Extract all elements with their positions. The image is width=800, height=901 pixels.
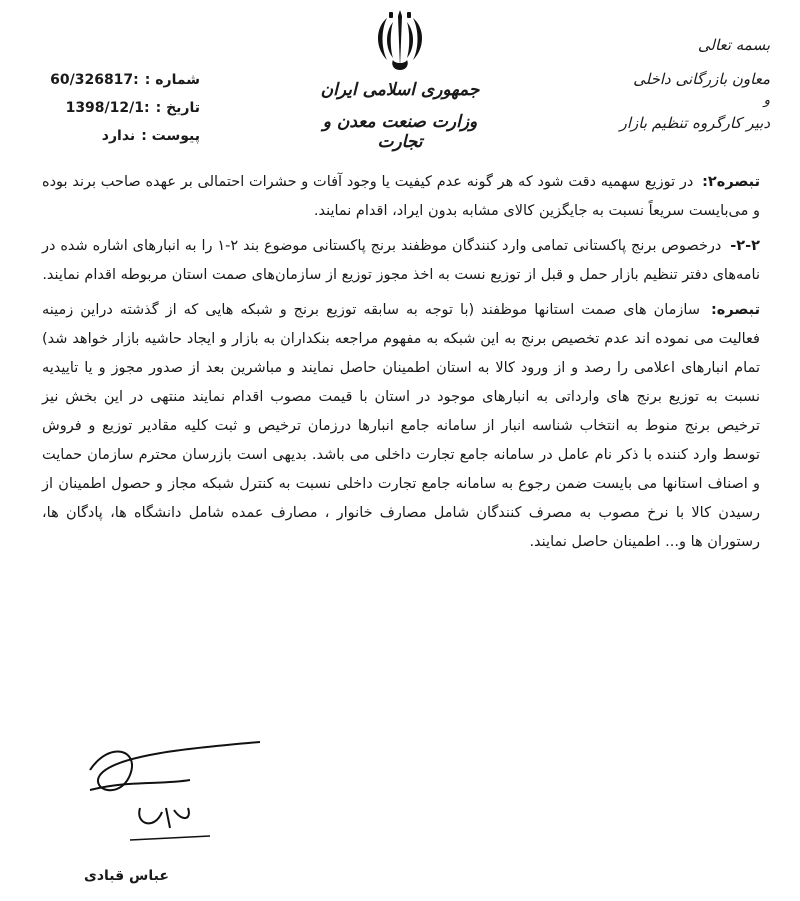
letter-number-row [30, 66, 200, 94]
handwritten-signature [70, 730, 310, 860]
ministry-title: وزارت صنعت معدن و تجارت [322, 112, 478, 152]
recipient-line-3: و [763, 93, 770, 108]
paragraph-note-2 [42, 168, 760, 226]
signer-name: عباس قبادی [84, 868, 169, 884]
paragraph-note [42, 296, 760, 557]
letter-number-value: 60/326817: [50, 72, 139, 88]
paragraph-2-2-label: ۲-۲- [730, 238, 761, 254]
letterhead [300, 8, 500, 152]
government-title: جمهوری اسلامی ایران [320, 80, 480, 100]
recipient-line-4: دبیر کارگروه تنظیم بازار [619, 114, 770, 132]
paragraph-note-2-label: تبصره۲: [702, 174, 761, 190]
recipient-block [570, 28, 770, 140]
paragraph-note-text: سازمان های صمت استانها موظفند (با توجه به سابقه توزیع برنج و شبکه هایی که از گذشته دراین زمینه فعالیت می نموده اند عدم تخصیص برنج به این شبکه به مفهوم مراجعه بنکداران به بازار و ایجاد حاشیه بازار خواهد شد) تمام انبارهای اعلامی را رصد و از ورود کالا به استان اطمینان حاصل نمایند و مباشرین بعد از صدور مجوز و یا تاییدیه نسبت به توزیع برنج های وارداتی به انبارهای موجود در استان با قیمت مصوب اقدام نمایند منتهی در این بخش نیز ترخیص برنج منوط به انتخاب شناسه انبار از سامانه جامع انبارها درزمان ترخیص و ثبت کلیه مقادیر توزیع و فروش توسط وارد کننده با ذکر نام عامل در سامانه جامع تجارت داخلی می باشد. بدیهی است بازرسان محترم سازمان حمایت و اصناف استانها می بایست ضمن رجوع به سامانه جامع تجارت داخلی نسبت به کنترل شبکه مجاز و حصول اطمینان از رسیدن کالا با نرخ مصوب به مصرف کنندگان شامل مصارف خانوار ، مصارف عمده شامل دانشگاه ها، پادگان ها، رستوران ها و... اطمینان حاصل نمایند. [42, 302, 760, 550]
paragraph-2-2 [42, 232, 760, 290]
letter-attachment-value: ندارد [101, 128, 136, 144]
paragraph-2-2-text: درخصوص برنج پاکستانی تمامی وارد کنندگان موظفند برنج پاکستانی موضوع بند ۲-۱ را به انبارهای اشاره شده در نامه‌های دفتر تنظیم بازار حمل و قبل از توزیع نست به اخذ مجوز توزیع از سازمان‌های صمت استان مربوطه اقدام نمایند. [42, 238, 760, 283]
letter-body [42, 168, 760, 563]
letter-attachment-label: پیوست : [141, 128, 200, 144]
paragraph-note-label: تبصره: [710, 302, 761, 318]
recipient-line-1: بسمه تعالی [697, 36, 770, 54]
letter-date-label: تاریخ : [155, 100, 200, 116]
letter-number-label: شماره : [144, 72, 200, 88]
letter-date-value: 1398/12/1: [65, 100, 150, 116]
letter-date-row [30, 94, 200, 122]
letter-attachment-row [30, 122, 200, 150]
iran-emblem-icon [369, 8, 431, 76]
paragraph-note-2-text: در توزیع سهمیه دقت شود که هر گونه عدم کیفیت یا وجود آفات و حشرات احتمالی بر عهده صاحب برند بوده و می‌بایست سریعاً نسبت به جایگزین کالای مشابه بدون ایراد، اقدام نمایند. [42, 174, 760, 219]
letter-meta [30, 66, 200, 150]
recipient-line-2: معاون بازرگانی داخلی [633, 70, 770, 88]
